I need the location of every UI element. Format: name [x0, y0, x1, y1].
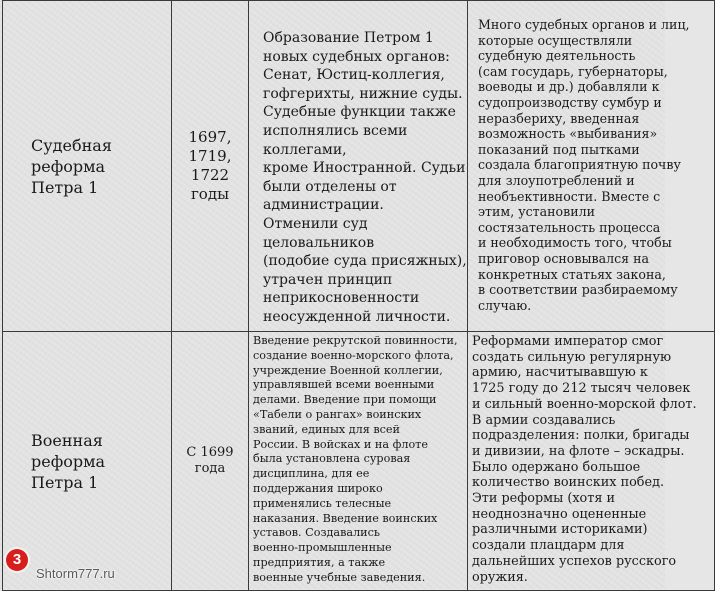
reform-results-cell: [468, 332, 715, 591]
reform-results-text: Реформами император смог создать сильную регулярную армию, насчитывавшую к 1725 году до 212 тысяч человек и сильный военно-морской флот. В армии создавались подразделения: полки, бригады и дивизии, на флоте – эскадры. Было одержано большое количество воинских побед. Эти реформы (хотя и неоднозначно оцененные различными историками) создали плацдарм для дальнейших успехов русского оружия.: [472, 334, 697, 585]
reform-name-cell: [3, 332, 172, 591]
reform-name: Судебная реформа Петра 1: [31, 135, 112, 197]
reform-content-cell: [249, 332, 468, 591]
reform-content-cell: [249, 1, 468, 332]
reforms-table: [2, 0, 715, 591]
watermark-badge: 3: [6, 549, 28, 571]
reform-content-text: Введение рекрутской повинности, создание военно-морского флота, учреждение Военной коллегии, управлявшей всеми военными делами. Введение при помощи «Табели о рангах» воинских званий, единых для всей России. В войсках и на флоте была установлена суровая дисциплина, для ее поддержания широко применялись телесные наказания. Введение воинских уставов. Создавались военно-промышленные предприятия, а также военные учебные заведения.: [253, 334, 458, 584]
reform-content-text: Образование Петром 1 новых судебных органов: Сенат, Юстиц-коллегия, гофгерихты, нижние суды. Судебные функции также исполнялись всеми коллегами, кроме Иностранной. Судьи были отделены от администрации. Отменили суд целовальников (подобие суда присяжных), утрачен принцип неприкосновенности неосужденной личности.: [263, 30, 467, 325]
table-row-military: [3, 332, 715, 591]
reform-results-text: Много судебных органов и лиц, которые осуществляли судебную деятельность (сам государь, губернаторы, воеводы и др.) добавляли к судопроизводству сумбур и неразбериху, введенная возможность «выбивания» показаний под пытками создала благоприятную почву для злоупотреблений и необъективности. Вместе с этим, установили состязательность процесса и необходимость того, чтобы приговор основывался на конкретных статьях закона, в соответствии разбираемому случаю.: [478, 17, 690, 313]
reform-name: Военная реформа Петра 1: [31, 430, 106, 492]
reform-years-cell: 1697, 1719, 1722 годы: [172, 1, 249, 332]
reform-name-cell: [3, 1, 172, 332]
watermark-text: Shtorm777.ru: [36, 566, 115, 581]
reform-years-cell: С 1699 года: [172, 332, 249, 591]
reform-results-cell: [468, 1, 715, 332]
table-row-judicial: [3, 1, 715, 332]
